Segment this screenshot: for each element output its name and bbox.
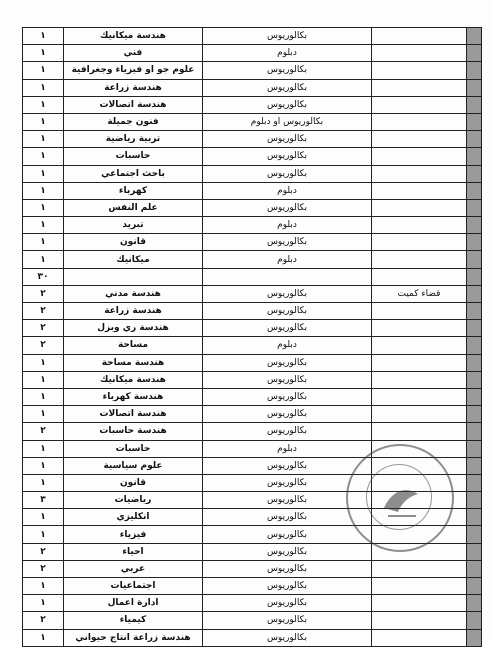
scan-margin-band (467, 406, 482, 423)
degree-cell: بكالوريوس (203, 320, 372, 337)
scan-margin-band (467, 612, 482, 629)
table-row (23, 371, 482, 388)
degree-cell: بكالوريوس او دبلوم (203, 113, 372, 130)
count-cell: ٢ (23, 285, 64, 302)
count-cell: ١ (23, 595, 64, 612)
specialization-cell: هندسة كهرباء (64, 388, 203, 405)
degree-cell: دبلوم (203, 45, 372, 62)
specialization-cell: قانون (64, 474, 203, 491)
degree-cell: بكالوريوس (203, 578, 372, 595)
count-cell: ٢ (23, 303, 64, 320)
count-cell: ١ (23, 234, 64, 251)
degree-cell: بكالوريوس (203, 285, 372, 302)
scan-margin-band (467, 560, 482, 577)
location-cell (372, 320, 467, 337)
scan-margin-band (467, 131, 482, 148)
degree-cell: بكالوريوس (203, 509, 372, 526)
specialization-cell: كهرباء (64, 182, 203, 199)
scan-margin-band (467, 457, 482, 474)
specialization-cell: تربية رياضية (64, 131, 203, 148)
specialization-cell: حاسبات (64, 440, 203, 457)
degree-cell: بكالوريوس (203, 612, 372, 629)
specialization-cell: هندسة حاسبات (64, 423, 203, 440)
scan-margin-band (467, 474, 482, 491)
degree-cell: بكالوريوس (203, 526, 372, 543)
location-cell (372, 199, 467, 216)
table-row (23, 251, 482, 268)
count-cell: ١ (23, 629, 64, 646)
count-cell: ١ (23, 440, 64, 457)
location-cell (372, 131, 467, 148)
scan-margin-band (467, 320, 482, 337)
specialization-cell: هندسة اتصالات (64, 96, 203, 113)
specialization-cell: هندسة زراعة (64, 303, 203, 320)
count-cell: ١ (23, 45, 64, 62)
specialization-cell: كيمياء (64, 612, 203, 629)
scan-margin-band (467, 217, 482, 234)
degree-cell: بكالوريوس (203, 354, 372, 371)
location-cell (372, 337, 467, 354)
scan-margin-band (467, 79, 482, 96)
count-cell: ١ (23, 578, 64, 595)
table-row (23, 165, 482, 182)
specialization-cell: باحث اجتماعي (64, 165, 203, 182)
location-cell (372, 113, 467, 130)
scan-margin-band (467, 28, 482, 45)
official-stamp-seal (346, 444, 454, 552)
location-cell (372, 578, 467, 595)
count-cell: ٢ (23, 423, 64, 440)
count-cell: ٢ (23, 337, 64, 354)
scan-margin-band (467, 595, 482, 612)
degree-cell: بكالوريوس (203, 148, 372, 165)
degree-cell: بكالوريوس (203, 28, 372, 45)
table-row (23, 217, 482, 234)
table-row (23, 560, 482, 577)
scan-margin-band (467, 354, 482, 371)
degree-cell: بكالوريوس (203, 595, 372, 612)
count-cell: ١ (23, 388, 64, 405)
count-cell: ١ (23, 406, 64, 423)
degree-cell: بكالوريوس (203, 234, 372, 251)
location-cell (372, 354, 467, 371)
scan-margin-band (467, 285, 482, 302)
scan-margin-band (467, 526, 482, 543)
specialization-cell: رياضيات (64, 492, 203, 509)
table-row (23, 113, 482, 130)
scan-margin-band (467, 423, 482, 440)
degree-cell: بكالوريوس (203, 492, 372, 509)
degree-cell: دبلوم (203, 337, 372, 354)
scan-margin-band (467, 492, 482, 509)
table-row (23, 234, 482, 251)
location-cell (372, 406, 467, 423)
table-row (23, 131, 482, 148)
location-cell (372, 45, 467, 62)
table-row (23, 182, 482, 199)
degree-cell: بكالوريوس (203, 303, 372, 320)
specialization-cell: فيزياء (64, 526, 203, 543)
table-row (23, 79, 482, 96)
scan-margin-band (467, 45, 482, 62)
location-cell (372, 371, 467, 388)
specialization-cell: ادارة اعمال (64, 595, 203, 612)
count-cell: ٢ (23, 543, 64, 560)
specialization-cell: علوم جو او فيزياء وجغرافية (64, 62, 203, 79)
scan-margin-band (467, 234, 482, 251)
count-cell: ٣ (23, 492, 64, 509)
degree-cell: بكالوريوس (203, 165, 372, 182)
scan-margin-band (467, 251, 482, 268)
specialization-cell: هندسة ري وبزل (64, 320, 203, 337)
location-cell (372, 251, 467, 268)
count-cell: ١ (23, 28, 64, 45)
scan-margin-band (467, 268, 482, 285)
scan-margin-band (467, 96, 482, 113)
count-cell: ١ (23, 62, 64, 79)
vacancies-table-body (23, 28, 482, 647)
count-cell: ٢ (23, 560, 64, 577)
specialization-cell: احياء (64, 543, 203, 560)
count-cell: ٢ (23, 612, 64, 629)
degree-cell (203, 268, 372, 285)
degree-cell: بكالوريوس (203, 371, 372, 388)
location-cell (372, 595, 467, 612)
specialization-cell: مساحة (64, 337, 203, 354)
scan-margin-band (467, 148, 482, 165)
degree-cell: بكالوريوس (203, 629, 372, 646)
table-row (23, 578, 482, 595)
location-cell: قضاء كميت (372, 285, 467, 302)
specialization-cell: عربي (64, 560, 203, 577)
location-cell (372, 303, 467, 320)
degree-cell: بكالوريوس (203, 96, 372, 113)
degree-cell: بكالوريوس (203, 199, 372, 216)
table-row (23, 406, 482, 423)
scan-margin-band (467, 165, 482, 182)
table-row (23, 612, 482, 629)
count-cell: ٣٠ (23, 268, 64, 285)
table-row (23, 337, 482, 354)
count-cell: ١ (23, 148, 64, 165)
table-row (23, 268, 482, 285)
scan-margin-band (467, 182, 482, 199)
count-cell: ١ (23, 131, 64, 148)
location-cell (372, 28, 467, 45)
scan-margin-band (467, 578, 482, 595)
table-row (23, 96, 482, 113)
table-row (23, 423, 482, 440)
vacancies-table (22, 27, 482, 647)
scan-margin-band (467, 113, 482, 130)
scan-margin-band (467, 371, 482, 388)
count-cell: ٢ (23, 320, 64, 337)
specialization-cell: هندسة مساحة (64, 354, 203, 371)
specialization-cell: هندسة زراعة انتاج حيواني (64, 629, 203, 646)
degree-cell: بكالوريوس (203, 457, 372, 474)
count-cell: ١ (23, 199, 64, 216)
table-row (23, 354, 482, 371)
location-cell (372, 62, 467, 79)
location-cell (372, 79, 467, 96)
count-cell: ١ (23, 113, 64, 130)
degree-cell: بكالوريوس (203, 423, 372, 440)
specialization-cell: هندسة زراعة (64, 79, 203, 96)
count-cell: ١ (23, 474, 64, 491)
scan-margin-band (467, 303, 482, 320)
degree-cell: بكالوريوس (203, 131, 372, 148)
count-cell: ١ (23, 79, 64, 96)
specialization-cell: ميكانيك (64, 251, 203, 268)
count-cell: ١ (23, 457, 64, 474)
location-cell (372, 182, 467, 199)
table-row (23, 320, 482, 337)
specialization-cell: قانون (64, 234, 203, 251)
table-row (23, 595, 482, 612)
scan-margin-band (467, 62, 482, 79)
specialization-cell: فنون جميلة (64, 113, 203, 130)
location-cell (372, 388, 467, 405)
count-cell: ١ (23, 217, 64, 234)
specialization-cell: اجتماعيات (64, 578, 203, 595)
scan-margin-band (467, 509, 482, 526)
location-cell (372, 217, 467, 234)
location-cell (372, 612, 467, 629)
table-row (23, 199, 482, 216)
table-row (23, 388, 482, 405)
scan-margin-band (467, 629, 482, 646)
specialization-cell: هندسة ميكانيك (64, 28, 203, 45)
specialization-cell: تبريد (64, 217, 203, 234)
degree-cell: دبلوم (203, 182, 372, 199)
degree-cell: بكالوريوس (203, 388, 372, 405)
specialization-cell: هندسة ميكانيك (64, 371, 203, 388)
count-cell: ١ (23, 509, 64, 526)
specialization-cell: انكليزي (64, 509, 203, 526)
scan-margin-band (467, 543, 482, 560)
count-cell: ١ (23, 371, 64, 388)
location-cell (372, 629, 467, 646)
degree-cell: بكالوريوس (203, 560, 372, 577)
degree-cell: بكالوريوس (203, 474, 372, 491)
count-cell: ١ (23, 96, 64, 113)
degree-cell: بكالوريوس (203, 79, 372, 96)
count-cell: ١ (23, 251, 64, 268)
table-row (23, 45, 482, 62)
table-row (23, 629, 482, 646)
location-cell (372, 423, 467, 440)
degree-cell: دبلوم (203, 217, 372, 234)
specialization-cell: علم النفس (64, 199, 203, 216)
table-row (23, 148, 482, 165)
scan-margin-band (467, 337, 482, 354)
location-cell (372, 268, 467, 285)
count-cell: ١ (23, 182, 64, 199)
degree-cell: دبلوم (203, 440, 372, 457)
location-cell (372, 234, 467, 251)
table-row (23, 62, 482, 79)
specialization-cell (64, 268, 203, 285)
specialization-cell: هندسة اتصالات (64, 406, 203, 423)
scan-margin-band (467, 199, 482, 216)
specialization-cell: فني (64, 45, 203, 62)
count-cell: ١ (23, 165, 64, 182)
scan-margin-band (467, 388, 482, 405)
scan-margin-band (467, 440, 482, 457)
table-row (23, 28, 482, 45)
table-row (23, 285, 482, 302)
degree-cell: بكالوريوس (203, 406, 372, 423)
specialization-cell: هندسة مدني (64, 285, 203, 302)
location-cell (372, 148, 467, 165)
count-cell: ١ (23, 354, 64, 371)
stamp-emblem-icon (348, 446, 452, 550)
specialization-cell: علوم سياسية (64, 457, 203, 474)
location-cell (372, 560, 467, 577)
location-cell (372, 165, 467, 182)
degree-cell: دبلوم (203, 251, 372, 268)
degree-cell: بكالوريوس (203, 543, 372, 560)
table-row (23, 303, 482, 320)
location-cell (372, 96, 467, 113)
specialization-cell: حاسبات (64, 148, 203, 165)
count-cell: ١ (23, 526, 64, 543)
degree-cell: بكالوريوس (203, 62, 372, 79)
